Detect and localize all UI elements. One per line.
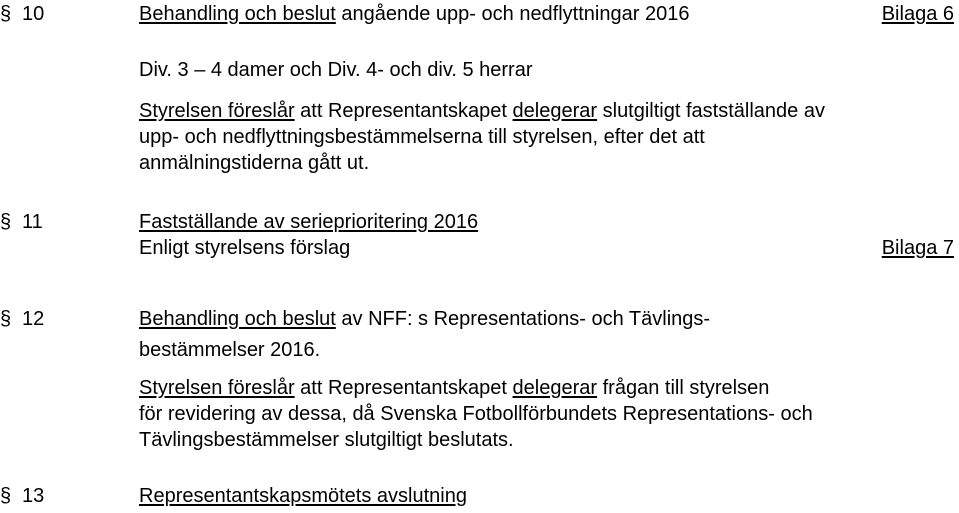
delegate-link[interactable]: delegerar [512, 377, 598, 399]
proposal-text-line: upp- och nedflyttningsbestämmelserna till styrelsen, efter det att [139, 126, 705, 148]
item-12-proposal-line-1 [0, 376, 959, 402]
item-title-continued: bestämmelser 2016. [139, 339, 321, 361]
attachment-link[interactable]: Bilaga 7 [881, 237, 954, 259]
item-title-link[interactable]: Behandling och beslut [139, 308, 336, 330]
attachment-link[interactable]: Bilaga 6 [881, 3, 954, 25]
item-number: 10 [22, 3, 45, 25]
delegate-link[interactable]: delegerar [512, 100, 598, 122]
item-10-subline [0, 58, 959, 84]
item-10-heading-row [0, 2, 959, 28]
section-symbol: § [0, 3, 12, 25]
item-title [139, 2, 689, 26]
item-number: 12 [22, 308, 45, 330]
item-title-link[interactable]: Representantskapsmötets avslutning [139, 485, 467, 507]
item-subtitle: Enligt styrelsens förslag [139, 237, 351, 259]
item-subtitle: Div. 3 – 4 damer och Div. 4- och div. 5 herrar [139, 59, 533, 81]
section-symbol: § [0, 308, 12, 330]
proposal-link[interactable]: Styrelsen föreslår [139, 100, 295, 122]
item-11-heading-row [0, 210, 959, 236]
item-title-link[interactable]: Fastställande av serieprioritering 2016 [139, 211, 479, 233]
item-title [139, 307, 710, 331]
section-symbol: § [0, 485, 12, 507]
proposal-text-line: anmälningstiderna gått ut. [139, 152, 370, 174]
section-symbol: § [0, 211, 12, 233]
item-12-heading-row [0, 307, 959, 333]
item-10-proposal-line-1 [0, 99, 959, 125]
proposal-text: Styrelsen föreslår att Representantskapet delegerar frågan till styrelsen [139, 377, 770, 399]
item-title-link[interactable]: Behandling och beslut [139, 3, 336, 25]
item-number: 13 [22, 485, 45, 507]
item-12-proposal-line-3 [0, 428, 959, 454]
item-12-heading-line-2 [0, 338, 959, 364]
proposal-text-line: Tävlingsbestämmelser slutgiltigt beslutats. [139, 429, 514, 451]
item-13-heading-row [0, 484, 959, 510]
item-title-rest: angående upp- och nedflyttningar 2016 [335, 3, 690, 25]
item-title-rest: av NFF: s Representations- och Tävlings- [335, 308, 711, 330]
item-11-subline [0, 236, 959, 262]
item-10-proposal-line-2 [0, 125, 959, 151]
item-number: 11 [22, 211, 43, 233]
proposal-text-line: för revidering av dessa, då Svenska Fotbollförbundets Representations- och [139, 403, 813, 425]
item-10-proposal-line-3 [0, 151, 959, 177]
item-12-proposal-line-2 [0, 402, 959, 428]
proposal-text: Styrelsen föreslår att Representantskapet delegerar slutgiltigt fastställande av [139, 100, 825, 122]
proposal-link[interactable]: Styrelsen föreslår [139, 377, 295, 399]
